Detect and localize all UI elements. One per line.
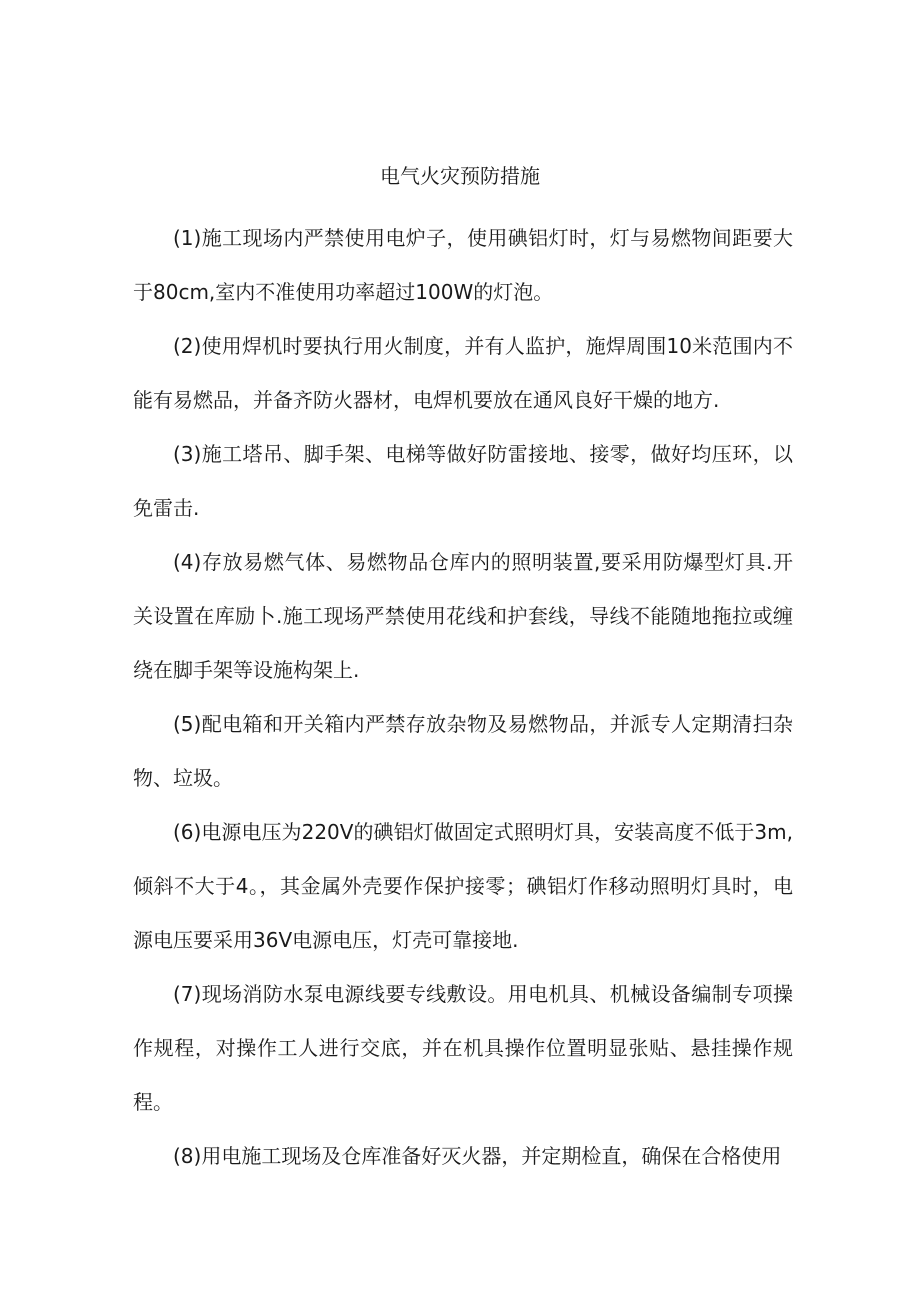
paragraph-8: (8)用电施工现场及仓库准备好灭火器，并定期检直，确保在合格使用 (173, 1144, 782, 1168)
paragraph-4: (4)存放易燃气体、易燃物品仓库内的照明装置,要采用防爆型灯具.开关设置在库励卜.施工现场严禁使用花线和护套线，导线不能随地拖拉或缠绕在脚手架等设施构架上. (133, 550, 793, 682)
paragraph-2: (2)使用焊机时要执行用火制度，并有人监护，施焊周围10米范围内不能有易燃品，并备齐防火器材，电焊机要放在通风良好干燥的地方. (133, 334, 793, 412)
paragraph-5: (5)配电箱和开关箱内严禁存放杂物及易燃物品，并派专人定期清扫杂物、垃圾。 (133, 712, 793, 790)
document-body (133, 211, 793, 1183)
document-title: 电气火灾预防措施 (380, 164, 540, 188)
paragraph-7: (7)现场消防水泵电源线要专线敷设。用电机具、机械设备编制专项操作规程，对操作工人进行交底，并在机具操作位置明显张贴、悬挂操作规程。 (133, 982, 793, 1114)
paragraph-3: (3)施工塔吊、脚手架、电梯等做好防雷接地、接零，做好均压环，以免雷击. (133, 442, 793, 520)
paragraph-1: (1)施工现场内严禁使用电炉子，使用碘铝灯时，灯与易燃物间距要大于80cm,室内不准使用功率超过100W的灯泡。 (133, 226, 793, 304)
paragraph-6: (6)电源电压为220V的碘铝灯做固定式照明灯具，安装高度不低于3m,倾斜不大于4。，其金属外壳要作保护接零；碘铝灯作移动照明灯具时，电源电压要采用36V电源电压，灯壳可靠接地. (133, 820, 793, 952)
